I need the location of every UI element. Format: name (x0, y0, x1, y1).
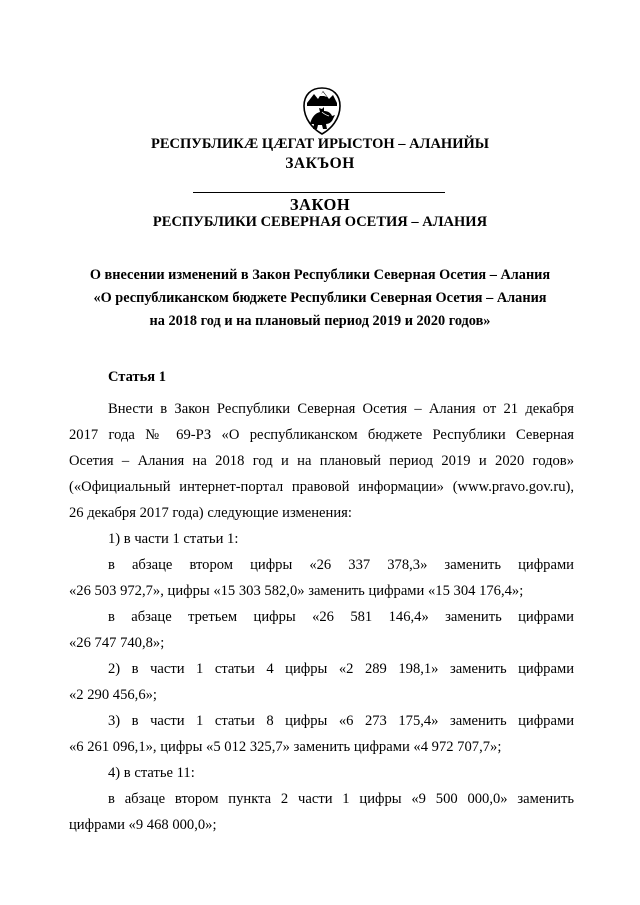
divider-line (193, 192, 445, 193)
list-item: «6 261 096,1», цифры «5 012 325,7» заменить цифрами «4 972 707,7»; (69, 739, 502, 755)
paragraph-line: 26 декабря 2017 года) следующие изменения: (69, 505, 352, 521)
article-heading: Статья 1 (108, 369, 166, 385)
list-item: «2 290 456,6»; (69, 687, 157, 703)
list-item: 1) в части 1 статьи 1: (108, 531, 239, 547)
coat-of-arms-emblem (302, 86, 342, 136)
list-item: в абзаце третьем цифры «26 581 146,4» заменить цифрами (108, 609, 574, 625)
list-item: «26 747 740,8»; (69, 635, 165, 651)
list-item: цифрами «9 468 000,0»; (69, 817, 217, 833)
law-subject-line-3: на 2018 год и на плановый период 2019 и 2020 годов» (149, 313, 491, 329)
list-item: «26 503 972,7», цифры «15 303 582,0» заменить цифрами «15 304 176,4»; (69, 583, 524, 599)
list-item: 4) в статье 11: (108, 765, 195, 781)
paragraph-line: («Официальный интернет-портал правовой информации» (www.pravo.gov.ru), (69, 479, 574, 495)
republic-name-russian: РЕСПУБЛИКИ СЕВЕРНАЯ ОСЕТИЯ – АЛАНИЯ (152, 214, 488, 230)
law-subject-line-2: «О республиканском бюджете Республики Северная Осетия – Алания (93, 290, 547, 306)
list-item: в абзаце втором цифры «26 337 378,3» заменить цифрами (108, 557, 574, 573)
law-title-ossetian: ЗАКЪОН (285, 155, 355, 172)
paragraph-line: 2017 года № 69-РЗ «О республиканском бюджете Республики Северная (69, 427, 574, 443)
list-item: 3) в части 1 статьи 8 цифры «6 273 175,4» заменить цифрами (108, 713, 574, 729)
paragraph-line: Внести в Закон Республики Северная Осетия – Алания от 21 декабря (108, 401, 574, 417)
law-subject-line-1: О внесении изменений в Закон Республики Северная Осетия – Алания (89, 267, 551, 283)
list-item: 2) в части 1 статьи 4 цифры «2 289 198,1» заменить цифрами (108, 661, 574, 677)
list-item: в абзаце втором пункта 2 части 1 цифры «9 500 000,0» заменить (108, 791, 574, 807)
paragraph-line: Осетия – Алания на 2018 год и на плановый период 2019 и 2020 годов» (69, 453, 574, 469)
republic-name-ossetian: РЕСПУБЛИКÆ ЦÆГАТ ИРЫСТОН – АЛАНИЙЫ (151, 136, 489, 152)
law-title-russian: ЗАКОН (289, 195, 351, 214)
